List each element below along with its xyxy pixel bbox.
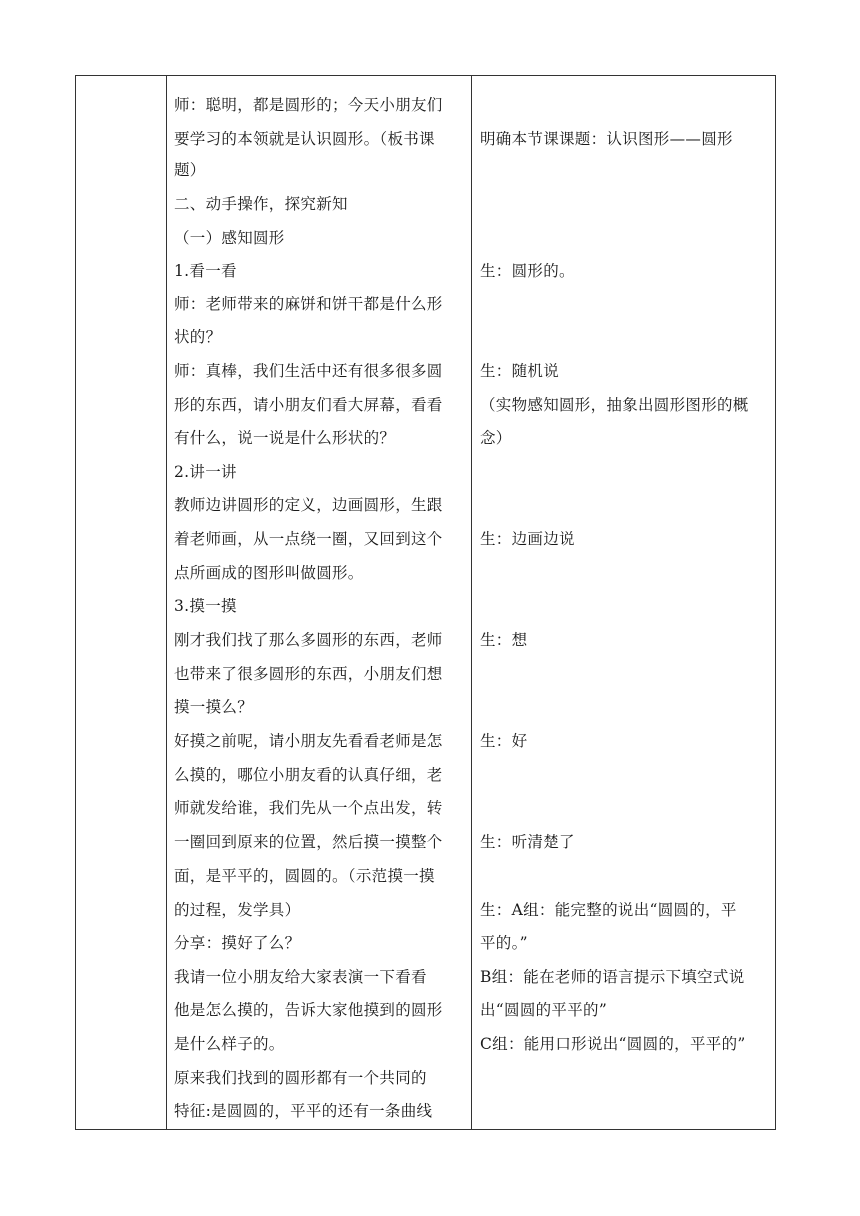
teaching-text-line: 点所画成的图形叫做圆形。	[174, 564, 364, 582]
student-activity-line: 出“圆圆的平平的”	[480, 1001, 608, 1019]
teaching-text-line: 师：聪明，都是圆形的；今天小朋友们	[174, 96, 443, 114]
teaching-text-line: 原来我们找到的圆形都有一个共同的	[174, 1069, 427, 1087]
student-activity-line: 生：边画边说	[480, 530, 575, 548]
student-activity-line: 生：随机说	[480, 362, 560, 380]
teaching-text-line: 摸一摸么？	[174, 698, 254, 716]
teaching-text-line: 我请一位小朋友给大家表演一下看看	[174, 968, 427, 986]
teaching-text-line: 要学习的本领就是认识圆形。（板书课	[174, 130, 435, 148]
teaching-text-line: 特征:是圆圆的，平平的还有一条曲线	[174, 1102, 433, 1120]
student-activity-line: 生：好	[480, 732, 528, 750]
teaching-text-line: 面，是平平的，圆圆的。（示范摸一摸	[174, 867, 435, 885]
teaching-text-line: 师就发给谁，我们先从一个点出发，转	[174, 799, 443, 817]
student-activity-line: 明确本节课课题：认识图形——圆形	[480, 130, 733, 148]
column-divider-left	[166, 76, 167, 1129]
teaching-text-line: 教师边讲圆形的定义，边画圆形，生跟	[174, 496, 443, 514]
teaching-text-line: 题）	[174, 161, 206, 179]
student-activity-line: （实物感知圆形，抽象出圆形图形的概	[480, 396, 749, 414]
teaching-text-line: 状的？	[174, 328, 222, 346]
step-heading: 2.讲一讲	[174, 463, 237, 481]
student-activity-line: 生：听清楚了	[480, 833, 575, 851]
teaching-text-line: 是什么样子的。	[174, 1035, 285, 1053]
student-activity-line: B组：能在老师的语言提示下填空式说	[480, 968, 745, 986]
teaching-text-line: 分享：摸好了么？	[174, 934, 301, 952]
student-activity-line: 生：A组：能完整的说出“圆圆的，平	[480, 901, 737, 919]
step-heading: 1.看一看	[174, 262, 237, 280]
student-activity-line: 平的。”	[480, 934, 528, 952]
teaching-text-line: 师：真棒，我们生活中还有很多很多圆	[174, 362, 443, 380]
student-activity-line: C组：能用口形说出“圆圆的，平平的”	[480, 1035, 746, 1053]
teaching-text-line: 也带来了很多圆形的东西，小朋友们想	[174, 665, 443, 683]
step-heading: 3.摸一摸	[174, 597, 237, 615]
teaching-text-line: 的过程，发学具）	[174, 901, 301, 919]
student-activity-line: 生：想	[480, 631, 528, 649]
teaching-text-line: 他是怎么摸的，告诉大家他摸到的圆形	[174, 1001, 443, 1019]
teaching-text-line: 师：老师带来的麻饼和饼干都是什么形	[174, 295, 443, 313]
teaching-text-line: 有什么，说一说是什么形状的？	[174, 429, 396, 447]
teaching-text-line: 刚才我们找了那么多圆形的东西，老师	[174, 631, 443, 649]
lesson-plan-table	[75, 75, 776, 1130]
teaching-text-line: 好摸之前呢，请小朋友先看看老师是怎	[174, 732, 443, 750]
column-divider-right	[471, 76, 472, 1129]
teaching-text-line: 着老师画，从一点绕一圈，又回到这个	[174, 530, 443, 548]
student-activity-line: 生：圆形的。	[480, 262, 575, 280]
teaching-text-line: 么摸的，哪位小朋友看的认真仔细，老	[174, 766, 443, 784]
section-heading: 二、动手操作，探究新知	[174, 195, 348, 213]
student-activity-line: 念）	[480, 429, 512, 447]
subsection-heading: （一）感知圆形	[174, 229, 285, 247]
teaching-text-line: 形的东西，请小朋友们看大屏幕，看看	[174, 396, 443, 414]
teaching-text-line: 一圈回到原来的位置，然后摸一摸整个	[174, 833, 443, 851]
